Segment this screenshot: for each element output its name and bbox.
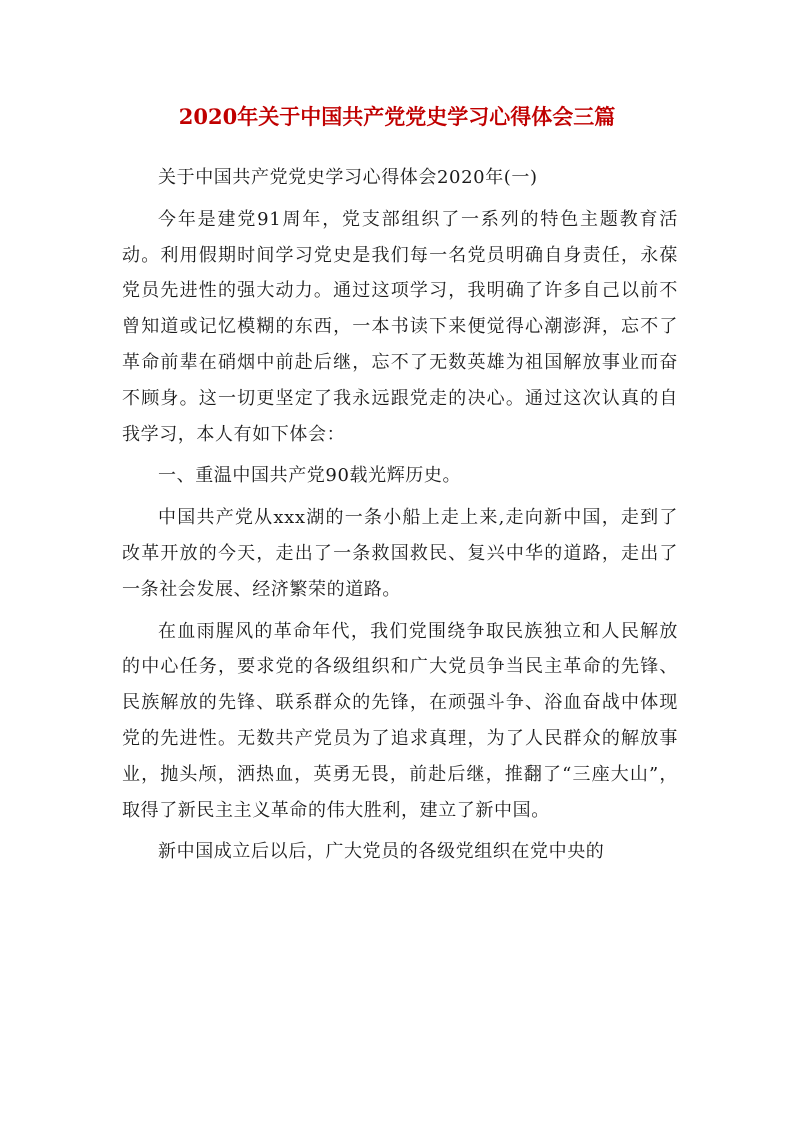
paragraph-intro: 今年是建党91周年，党支部组织了一系列的特色主题教育活动。利用假期时间学习党史是我们每一名党员明确自身责任，永葆党员先进性的强大动力。通过这项学习，我明确了许多自己以前不曾知道或记忆模糊的东西，一本书读下来便觉得心潮澎湃，忘不了革命前辈在硝烟中前赴后继，忘不了无数英雄为祖国解放事业而奋不顾身。这一切更坚定了我永远跟党走的决心。通过这次认真的自我学习，本人有如下体会： xyxy=(122,208,678,445)
paragraph-history: 中国共产党从xxx湖的一条小船上走上来,走向新中国，走到了改革开放的今天，走出了一条救国救民、复兴中华的道路，走出了一条社会发展、经济繁荣的道路。 xyxy=(122,507,678,600)
paragraph-section-heading: 一、重温中国共产党90载光辉历史。 xyxy=(158,465,462,487)
document-body xyxy=(122,160,678,876)
paragraph-revolution: 在血雨腥风的革命年代，我们党围绕争取民族独立和人民解放的中心任务，要求党的各级组织和广大党员争当民主革命的先锋、民族解放的先锋、联系群众的先锋，在顽强斗争、浴血奋战中体现党的先进性。无数共产党员为了追求真理，为了人民群众的解放事业，抛头颅，洒热血，英勇无畏，前赴后继，推翻了“三座大山”，取得了新民主主义革命的伟大胜利，建立了新中国。 xyxy=(122,620,678,821)
paragraph-new-china: 新中国成立后以后，广大党员的各级党组织在党中央的 xyxy=(158,841,605,863)
paragraph-subtitle: 关于中国共产党党史学习心得体会2020年(一) xyxy=(158,167,538,188)
document-title: 2020年关于中国共产党党史学习心得体会三篇 xyxy=(178,104,616,129)
